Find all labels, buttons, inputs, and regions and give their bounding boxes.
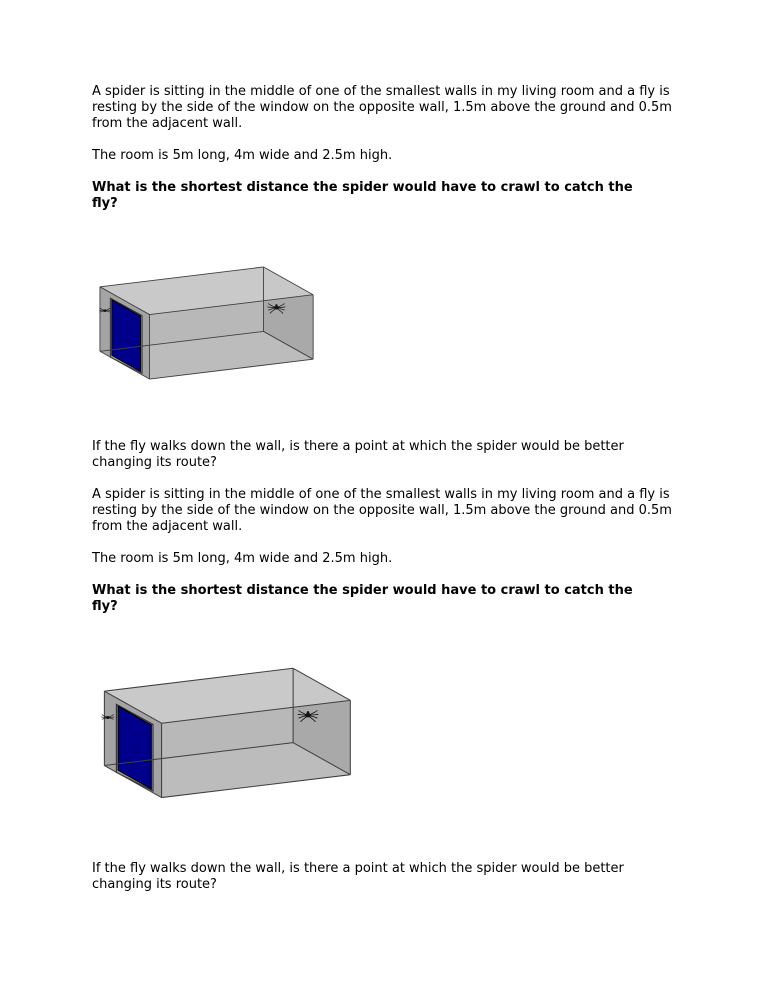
room-dimensions-text: The room is 5m long, 4m wide and 2.5m high. xyxy=(92,148,393,163)
intro-paragraph: A spider is sitting in the middle of one of the smallest walls in my living room and a fly is resting by the side of the window on the opposite wall, 1.5m above the ground and 0.5m from the adjacent wall. xyxy=(92,487,672,534)
followup-question: If the fly walks down the wall, is there a point at which the spider would be better changing its route? xyxy=(92,861,624,892)
spider-head xyxy=(307,711,310,714)
spider-head xyxy=(275,304,277,306)
problem-section-1 xyxy=(92,84,768,471)
room-diagram-1 xyxy=(92,258,768,389)
question-text: What is the shortest distance the spider would have to crawl to catch the fly? xyxy=(92,583,633,614)
intro-paragraph: A spider is sitting in the middle of one of the smallest walls in my living room and a fly is resting by the side of the window on the opposite wall, 1.5m above the ground and 0.5m from the adjacent wall. xyxy=(92,84,672,131)
fly-body xyxy=(103,309,106,312)
followup-question: If the fly walks down the wall, is there a point at which the spider would be better changing its route? xyxy=(92,439,624,470)
room-box-figure xyxy=(95,658,370,809)
room-dimensions-text: The room is 5m long, 4m wide and 2.5m high. xyxy=(92,551,393,566)
problem-section-2 xyxy=(92,487,768,893)
room-diagram-2 xyxy=(95,658,768,809)
question-text: What is the shortest distance the spider would have to crawl to catch the fly? xyxy=(92,180,633,211)
fly-body xyxy=(106,716,110,719)
room-box-figure xyxy=(92,258,330,389)
